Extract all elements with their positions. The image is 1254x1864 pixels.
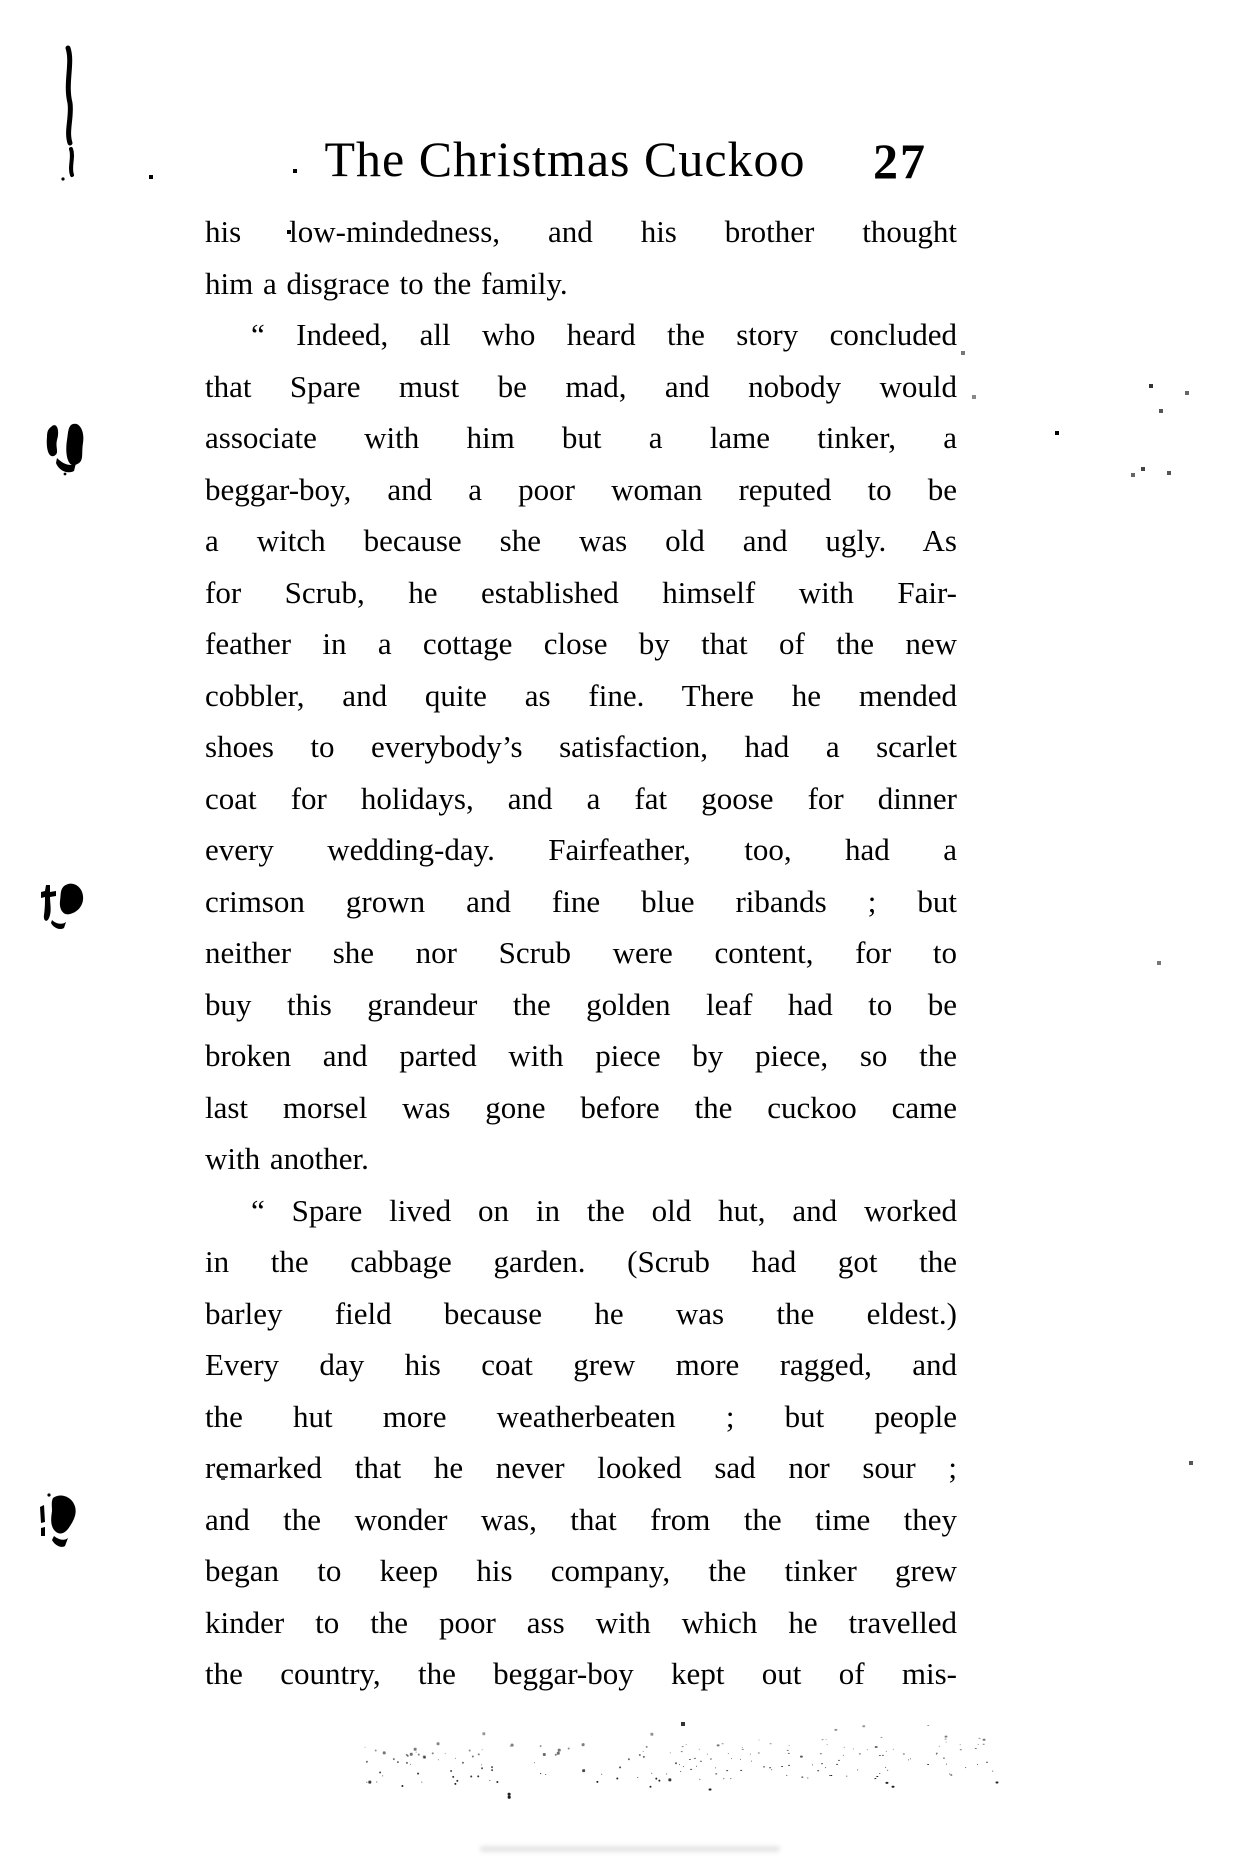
text-line: began to keep his company, the tinker grew bbox=[205, 1553, 957, 1588]
ink-blot-mark bbox=[36, 878, 90, 932]
page-header bbox=[205, 128, 957, 192]
text-line: shoes to everybody’s satisfaction, had a scarlet bbox=[205, 729, 957, 764]
text-line: in the cabbage garden. (Scrub had got the bbox=[205, 1244, 957, 1279]
text-line: neither she nor Scrub were content, for to bbox=[205, 935, 957, 970]
text-line: buy this grandeur the golden leaf had to be bbox=[205, 986, 957, 1022]
ink-blot-mark bbox=[44, 418, 92, 476]
text-line: remarked that he never looked sad nor sour ; bbox=[205, 1450, 957, 1485]
text-line: crimson grown and fine blue ribands ; but bbox=[205, 883, 957, 919]
text-line: him a disgrace to the family. bbox=[205, 265, 568, 301]
stray-specks bbox=[0, 0, 2, 2]
text-line: beggar-boy, and a poor woman reputed to be bbox=[205, 471, 957, 507]
chapter-title: The Christmas Cuckoo bbox=[324, 131, 806, 187]
text-line: that Spare must be mad, and nobody would bbox=[205, 368, 957, 404]
text-line: the country, the beggar-boy kept out of mis- bbox=[205, 1656, 957, 1691]
text-line: barley field because he was the eldest.) bbox=[205, 1295, 957, 1331]
text-line: his low-mindedness, and his brother thought bbox=[205, 214, 957, 249]
text-line: broken and parted with piece by piece, so the bbox=[205, 1038, 957, 1073]
text-line: the hut more weatherbeaten ; but people bbox=[205, 1398, 957, 1434]
text-line: associate with him but a lame tinker, a bbox=[205, 420, 957, 455]
text-line: “ Spare lived on in the old hut, and worked bbox=[251, 1192, 957, 1228]
text-line: last morsel was gone before the cuckoo came bbox=[205, 1089, 957, 1125]
body-text bbox=[205, 206, 957, 1700]
page-number: 27 bbox=[873, 133, 927, 189]
text-line: cobbler, and quite as fine. There he mended bbox=[205, 677, 957, 713]
text-line: feather in a cottage close by that of the new bbox=[205, 626, 957, 661]
text-line: “ Indeed, all who heard the story concluded bbox=[251, 317, 957, 352]
ink-blot-mark bbox=[34, 1492, 82, 1552]
ink-stroke-mark bbox=[58, 45, 88, 185]
text-line: every wedding-day. Fairfeather, too, had a bbox=[205, 832, 957, 867]
text-line: for Scrub, he established himself with Fair- bbox=[205, 574, 957, 610]
text-line: coat for holidays, and a fat goose for dinner bbox=[205, 780, 957, 816]
text-line: with another. bbox=[205, 1141, 369, 1176]
text-line: kinder to the poor ass with which he travelled bbox=[205, 1604, 957, 1640]
bleed-through-noise bbox=[364, 1721, 1010, 1804]
scan-smudge bbox=[480, 1846, 780, 1852]
text-line: Every day his coat grew more ragged, and bbox=[205, 1347, 957, 1382]
text-line: and the wonder was, that from the time they bbox=[205, 1501, 957, 1537]
text-line: a witch because she was old and ugly. As bbox=[205, 523, 957, 558]
